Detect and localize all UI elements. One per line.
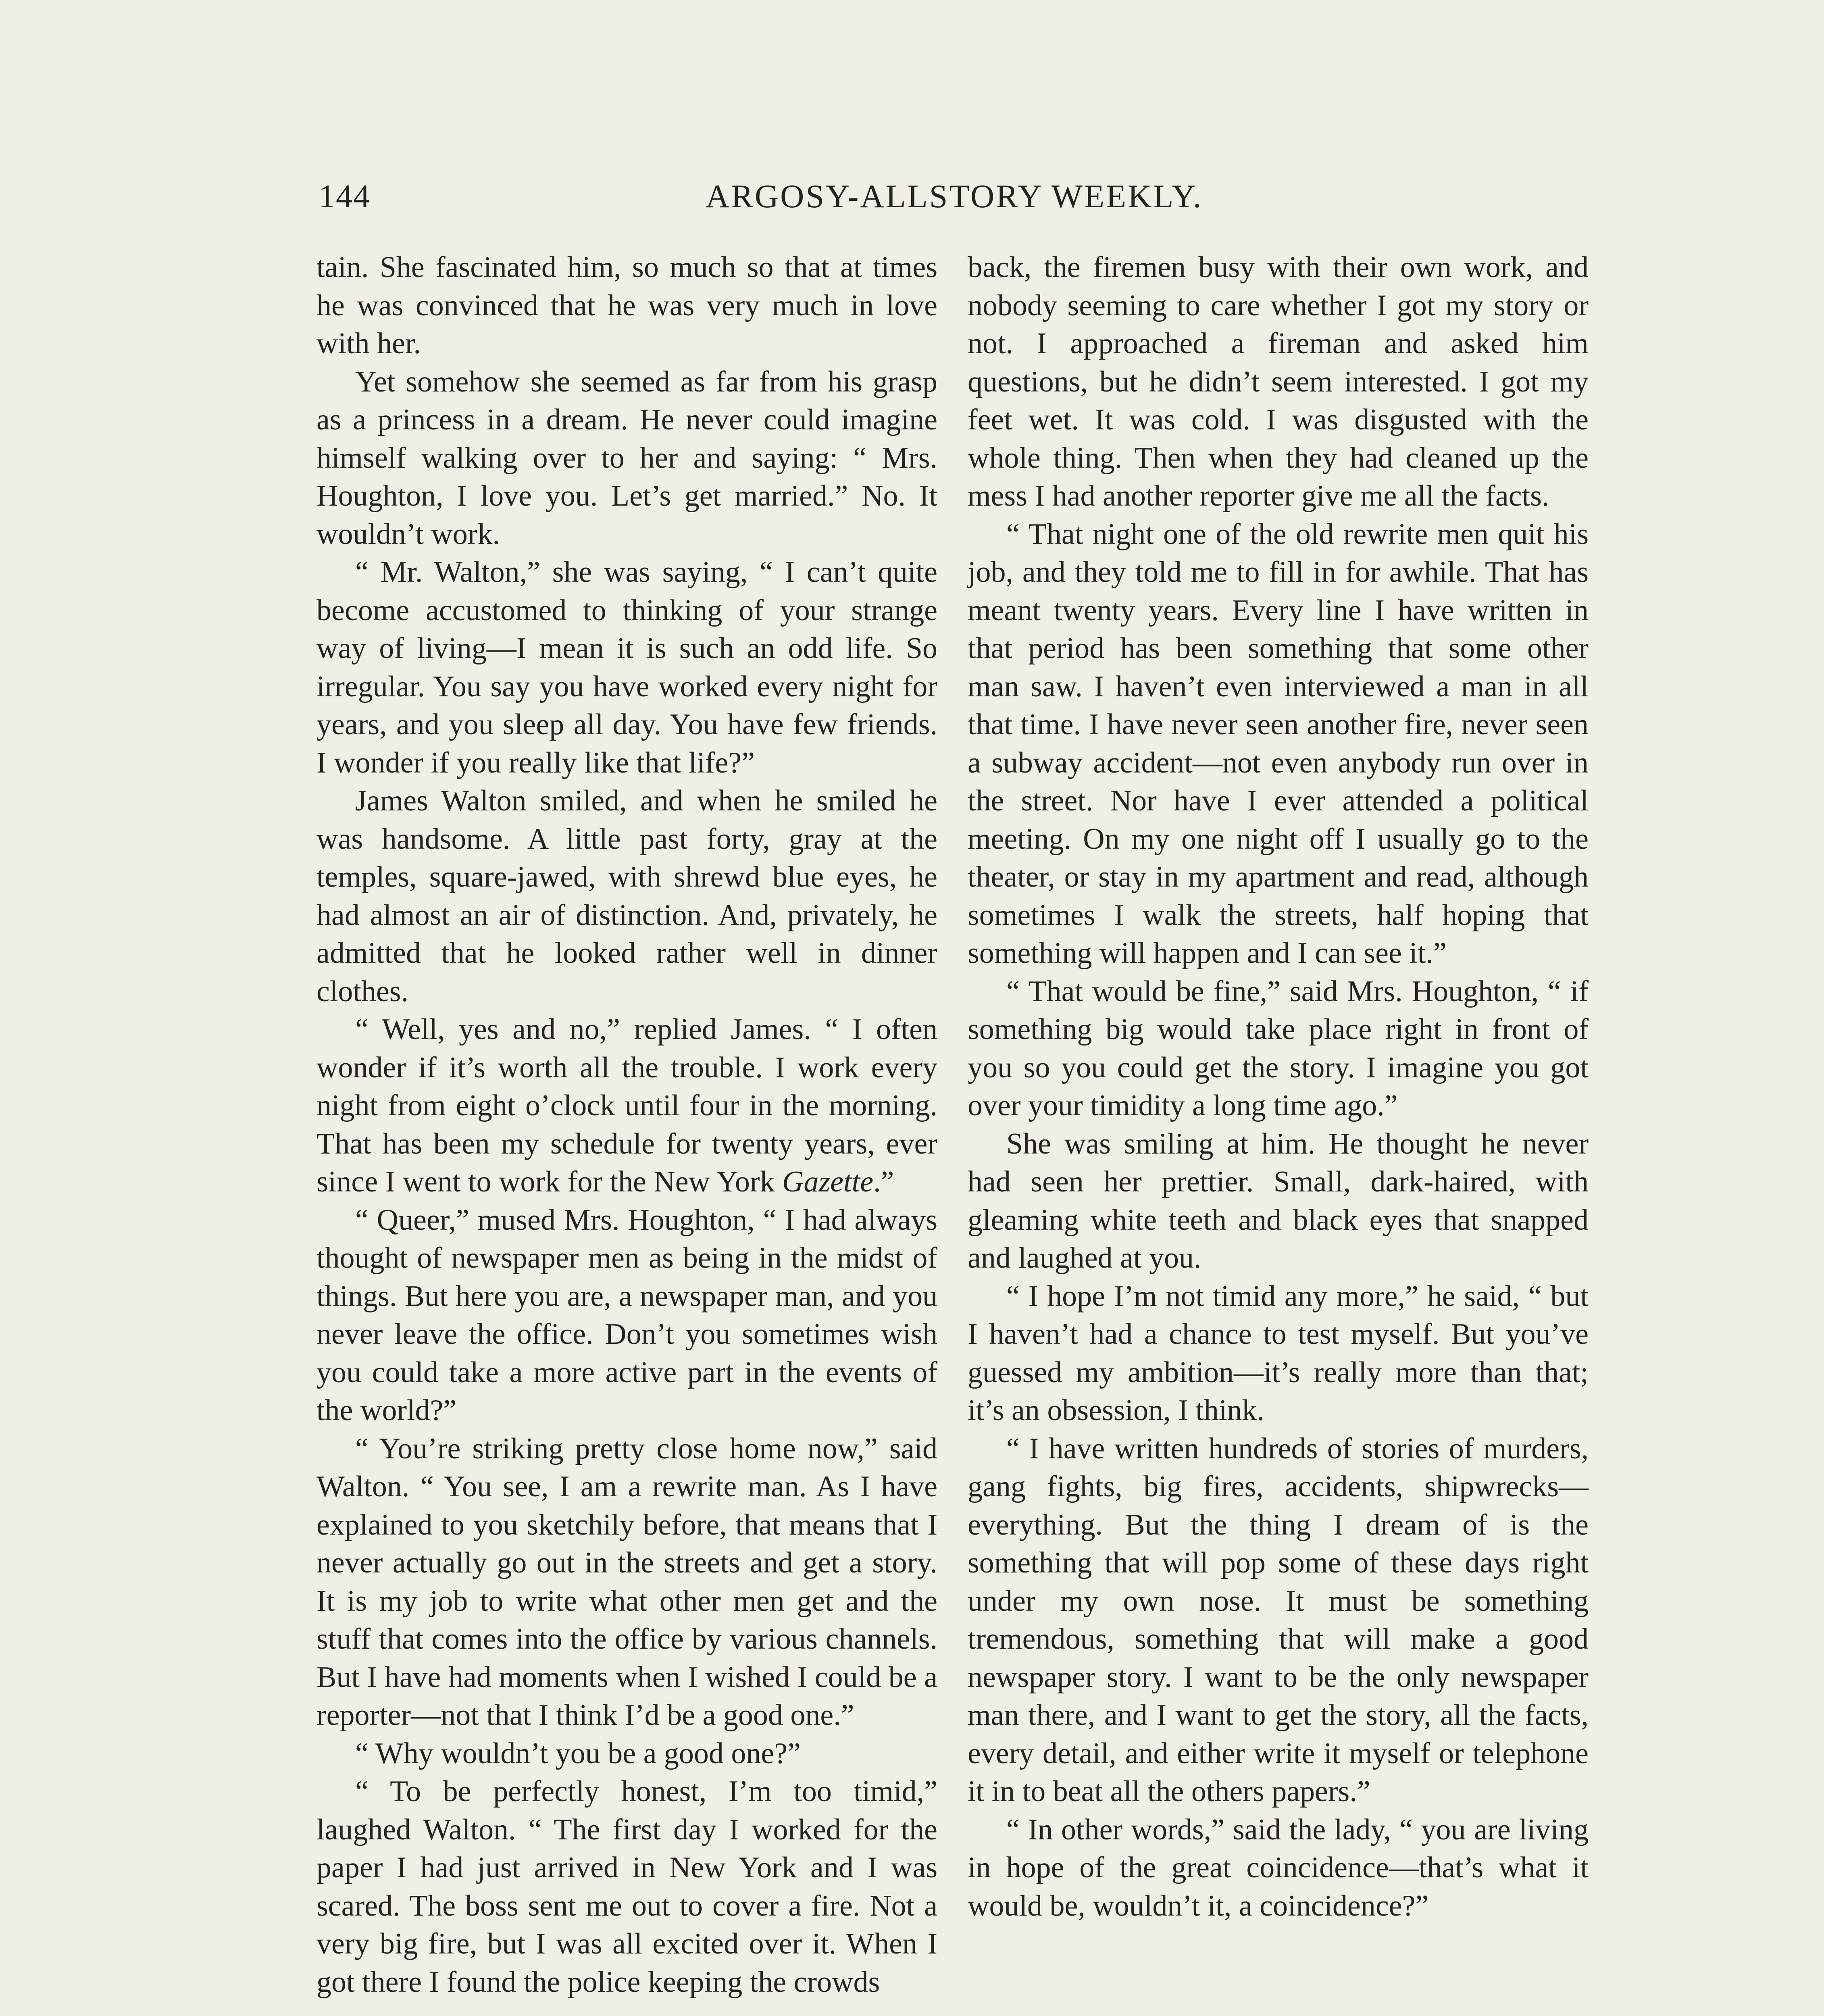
right-column — [968, 248, 1589, 1925]
paragraph: “ I have written hundreds of stories of murders, gang fights, big fires, accidents, shipwrecks—everything. But the thing I dream of is the something that will pop some of these days right under my own nose. It must be something tremendous, something that will make a good newspaper story. I want to be the only newspaper man there, and I want to get the story, all the facts, every detail, and either write it myself or telephone it in to beat all the others papers.” — [968, 1432, 1589, 1808]
page-number: 144 — [319, 178, 371, 215]
newspaper-name: Gazette — [782, 1165, 874, 1198]
page-header — [319, 177, 1524, 226]
paragraph: tain. She fascinated him, so much so that at times he was convinced that he was very much in love with her. — [316, 251, 937, 360]
paragraph: “ Queer,” mused Mrs. Houghton, “ I had always thought of newspaper men as being in the midst of things. But here you are, a newspaper man, and you never leave the office. Don’t you sometimes wish you could take a more active part in the events of the world?” — [316, 1203, 937, 1427]
paragraph: “ I hope I’m not timid any more,” he said, “ but I haven’t had a chance to test myself. But you’ve guessed my ambition—it’s really more than that; it’s an obsession, I think. — [968, 1279, 1589, 1427]
paragraph: “ Mr. Walton,” she was saying, “ I can’t quite become accustomed to thinking of your strange way of living—I mean it is such an odd life. So irregular. You say you have worked every night for years, and you sleep all day. You have few friends. I wonder if you really like that life?” — [316, 556, 937, 779]
paragraph: James Walton smiled, and when he smiled he was handsome. A little past forty, gray at the temples, square-jawed, with shrewd blue eyes, he had almost an air of distinction. And, privately, he admitted that he looked rather well in dinner clothes. — [316, 784, 937, 1008]
paragraph: “ Why wouldn’t you be a good one?” — [355, 1737, 801, 1770]
left-column — [316, 248, 937, 2001]
paragraph: Yet somehow she seemed as far from his grasp as a princess in a dream. He never could imagine himself walking over to her and saying: “ Mrs. Houghton, I love you. Let’s get married.” No. It wouldn’t work. — [316, 365, 937, 551]
paragraph: “ That night one of the old rewrite men quit his job, and they told me to fill in for awhile. That has meant twenty years. Every line I have written in that period has been something that some other man saw. I haven’t even interviewed a man in all that time. I have never seen another fire, never seen a subway accident—not even anybody run over in the street. Nor have I ever attended a political meeting. On my one night off I usually go to the theater, or stay in my apartment and read, although sometimes I walk the streets, half hoping that something will happen and I can see it.” — [968, 517, 1589, 970]
paragraph: She was smiling at him. He thought he never had seen her prettier. Small, dark-haired, with gleaming white teeth and black eyes that snapped and laughed at you. — [968, 1127, 1589, 1275]
paragraph: back, the firemen busy with their own work, and nobody seeming to care whether I got my story or not. I approached a fireman and asked him questions, but he didn’t seem interested. I got my feet wet. It was cold. I was disgusted with the whole thing. Then when they had cleaned up the mess I had another reporter give me all the facts. — [968, 251, 1589, 512]
paragraph: “ That would be fine,” said Mrs. Houghton, “ if something big would take place right in front of you so you could get the story. I imagine you got over your timidity a long time ago.” — [968, 975, 1589, 1122]
paragraph: “ In other words,” said the lady, “ you are living in hope of the great coincidence—that’s what it would be, wouldn’t it, a coincidence?” — [968, 1813, 1589, 1922]
paragraph: “ Well, yes and no,” replied James. “ I often wonder if it’s worth all the trouble. I work every night from eight o’clock until four in the morning. That has been my schedule for twenty years, ever since I went to work for the New York Gazette.” — [316, 1013, 937, 1198]
paragraph: “ You’re striking pretty close home now,” said Walton. “ You see, I am a rewrite man. As I have explained to you sketchily before, that means that I never actually go out in the streets and get a story. It is my job to write what other men get and the stuff that comes into the office by various channels. But I have had moments when I wished I could be a reporter—not that I think I’d be a good one.” — [316, 1432, 937, 1732]
paragraph: “ To be perfectly honest, I’m too timid,” laughed Walton. “ The first day I worked for the paper I had just arrived in New York and I was scared. The boss sent me out to cover a fire. Not a very big fire, but I was all excited over it. When I got there I found the police keeping the crowds — [316, 1775, 937, 1999]
magazine-title: ARGOSY-ALLSTORY WEEKLY. — [706, 178, 1203, 215]
